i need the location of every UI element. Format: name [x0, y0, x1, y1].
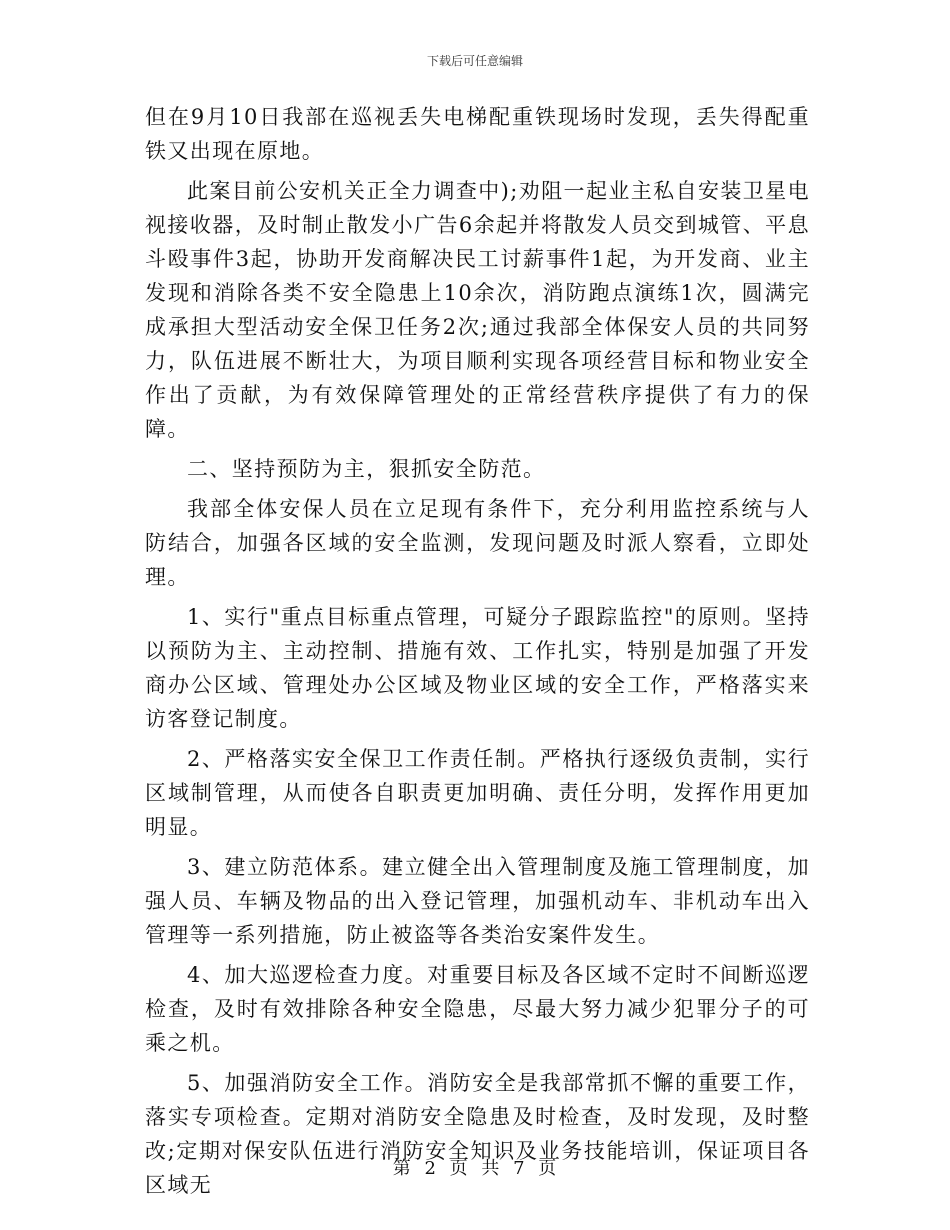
list-item-4: 4、加大巡逻检查力度。对重要目标及各区域不定时不间断巡逻检查，及时有效排除各种安全隐患，尽最大努力减少犯罪分子的可乘之机。: [145, 963, 810, 1055]
document-body: [145, 100, 810, 1208]
footer-suffix: 页: [538, 1158, 558, 1179]
footer-total-word: 共: [481, 1158, 501, 1179]
total-page-number: 7: [513, 1158, 526, 1179]
list-item-3: 3、建立防范体系。建立健全出入管理制度及施工管理制度，加强人员、车辆及物品的出入登记管理，加强机动车、非机动车出入管理等一系列措施，防止被盗等各类治安案件发生。: [145, 855, 810, 947]
current-page-number: 2: [424, 1158, 437, 1179]
page-header: 下载后可任意编辑: [426, 54, 523, 68]
paragraph-3: 我部全体安保人员在立足现有条件下，充分利用监控系统与人防结合，加强各区域的安全监测，发现问题及时派人察看，立即处理。: [145, 497, 810, 589]
list-item-5: 5、加强消防安全工作。消防安全是我部常抓不懈的重要工作，落实专项检查。定期对消防安全隐患及时检查，及时发现，及时整改;定期对保安队伍进行消防安全知识及业务技能培训，保证项目各区域无: [145, 1071, 810, 1197]
page-footer: [0, 1154, 950, 1180]
paragraph-1: 但在9月10日我部在巡视丢失电梯配重铁现场时发现，丢失得配重铁又出现在原地。: [145, 105, 810, 163]
list-item-1: 1、实行"重点目标重点管理，可疑分子跟踪监控"的原则。坚持以预防为主、主动控制、措施有效、工作扎实，特别是加强了开发商办公区域、管理处办公区域及物业区域的安全工作，严格落实来访客登记制度。: [145, 605, 810, 731]
section-heading: 二、坚持预防为主，狠抓安全防范。: [187, 457, 546, 481]
footer-page-word: 页: [449, 1158, 469, 1179]
footer-prefix: 第: [392, 1158, 412, 1179]
paragraph-2: 此案目前公安机关正全力调查中);劝阻一起业主私自安装卫星电视接收器，及时制止散发小广告6余起并将散发人员交到城管、平息斗殴事件3起，协助开发商解决民工讨薪事件1起，为开发商、业主发现和消除各类不安全隐患上10余次，消防跑点演练1次，圆满完成承担大型活动安全保卫任务2次;通过我部全体保安人员的共同努力，队伍进展不断壮大，为项目顺利实现各项经营目标和物业安全作出了贡献，为有效保障管理处的正常经营秩序提供了有力的保障。: [145, 179, 810, 441]
list-item-2: 2、严格落实安全保卫工作责任制。严格执行逐级负责制，实行区域制管理，从而使各自职责更加明确、责任分明，发挥作用更加明显。: [145, 747, 810, 839]
